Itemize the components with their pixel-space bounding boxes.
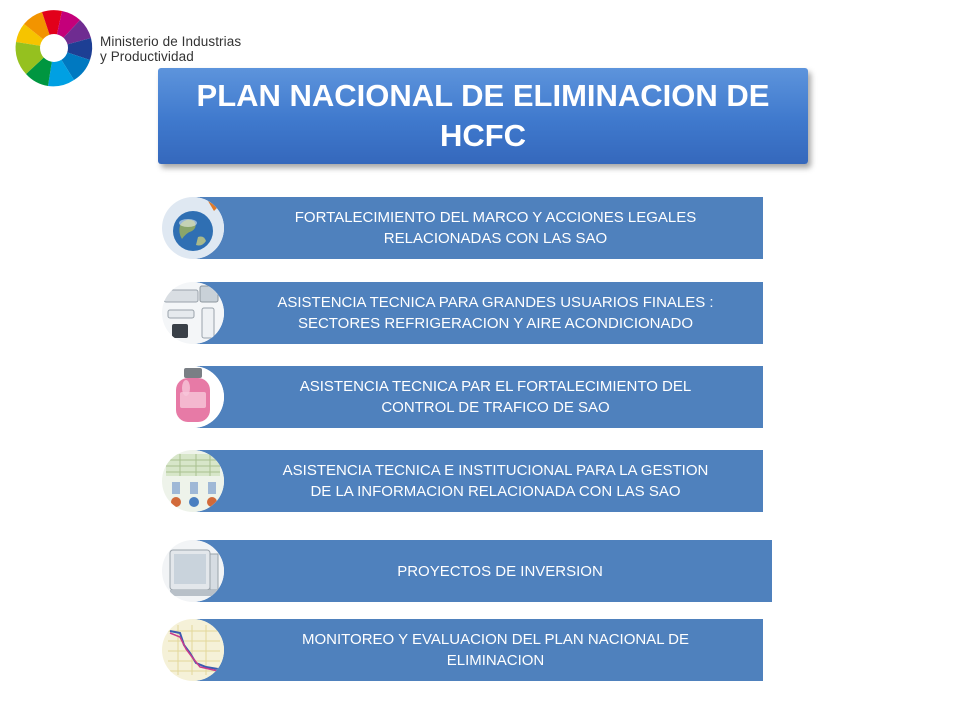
- item-text-line1: ASISTENCIA TECNICA PARA GRANDES USUARIOS FINALES :: [277, 294, 714, 311]
- item-bar: [192, 450, 763, 512]
- page-title: [158, 68, 808, 164]
- ministry-name-line2: y Productividad: [100, 49, 194, 64]
- item-bar: [192, 619, 763, 681]
- earth-icon: [162, 197, 224, 259]
- item-bar: [192, 366, 763, 428]
- refrigerator-icon: [162, 540, 224, 602]
- item-text-line1: FORTALECIMIENTO DEL MARCO Y ACCIONES LEGALES: [294, 209, 697, 226]
- item-text-line2: CONTROL DE TRAFICO DE SAO: [381, 399, 610, 416]
- item-text-line2: ELIMINACION: [446, 652, 545, 669]
- item-text-line2: DE LA INFORMACION RELACIONADA CON LAS SAO: [310, 483, 681, 500]
- item-bar: [192, 282, 763, 344]
- ministry-name: [100, 34, 241, 64]
- item-text-line1: ASISTENCIA TECNICA E INSTITUCIONAL PARA LA GESTION: [282, 462, 709, 479]
- item-text-line2: SECTORES REFRIGERACION Y AIRE ACONDICIONADO: [297, 315, 694, 332]
- data-report-icon: [162, 450, 224, 512]
- item-text-line1: PROYECTOS DE INVERSION: [397, 562, 603, 580]
- ministry-name-line1: Ministerio de Industrias: [100, 34, 242, 49]
- item-bar: [192, 197, 763, 259]
- refrigerant-cylinder-icon: [162, 366, 224, 428]
- item-bar: [192, 540, 772, 602]
- item-text-line1: MONITOREO Y EVALUACION DEL PLAN NACIONAL DE: [301, 631, 690, 648]
- air-conditioner-icon: [162, 282, 224, 344]
- item-text-line1: ASISTENCIA TECNICA PAR EL FORTALECIMIENTO DEL: [299, 378, 692, 395]
- title-line2: HCFC: [439, 118, 527, 153]
- item-text-line2: RELACIONADAS CON LAS SAO: [383, 230, 608, 247]
- sun-emblem-icon: [8, 4, 96, 92]
- title-line1: PLAN NACIONAL DE ELIMINACION DE: [196, 78, 770, 113]
- chart-graph-icon: [162, 619, 224, 681]
